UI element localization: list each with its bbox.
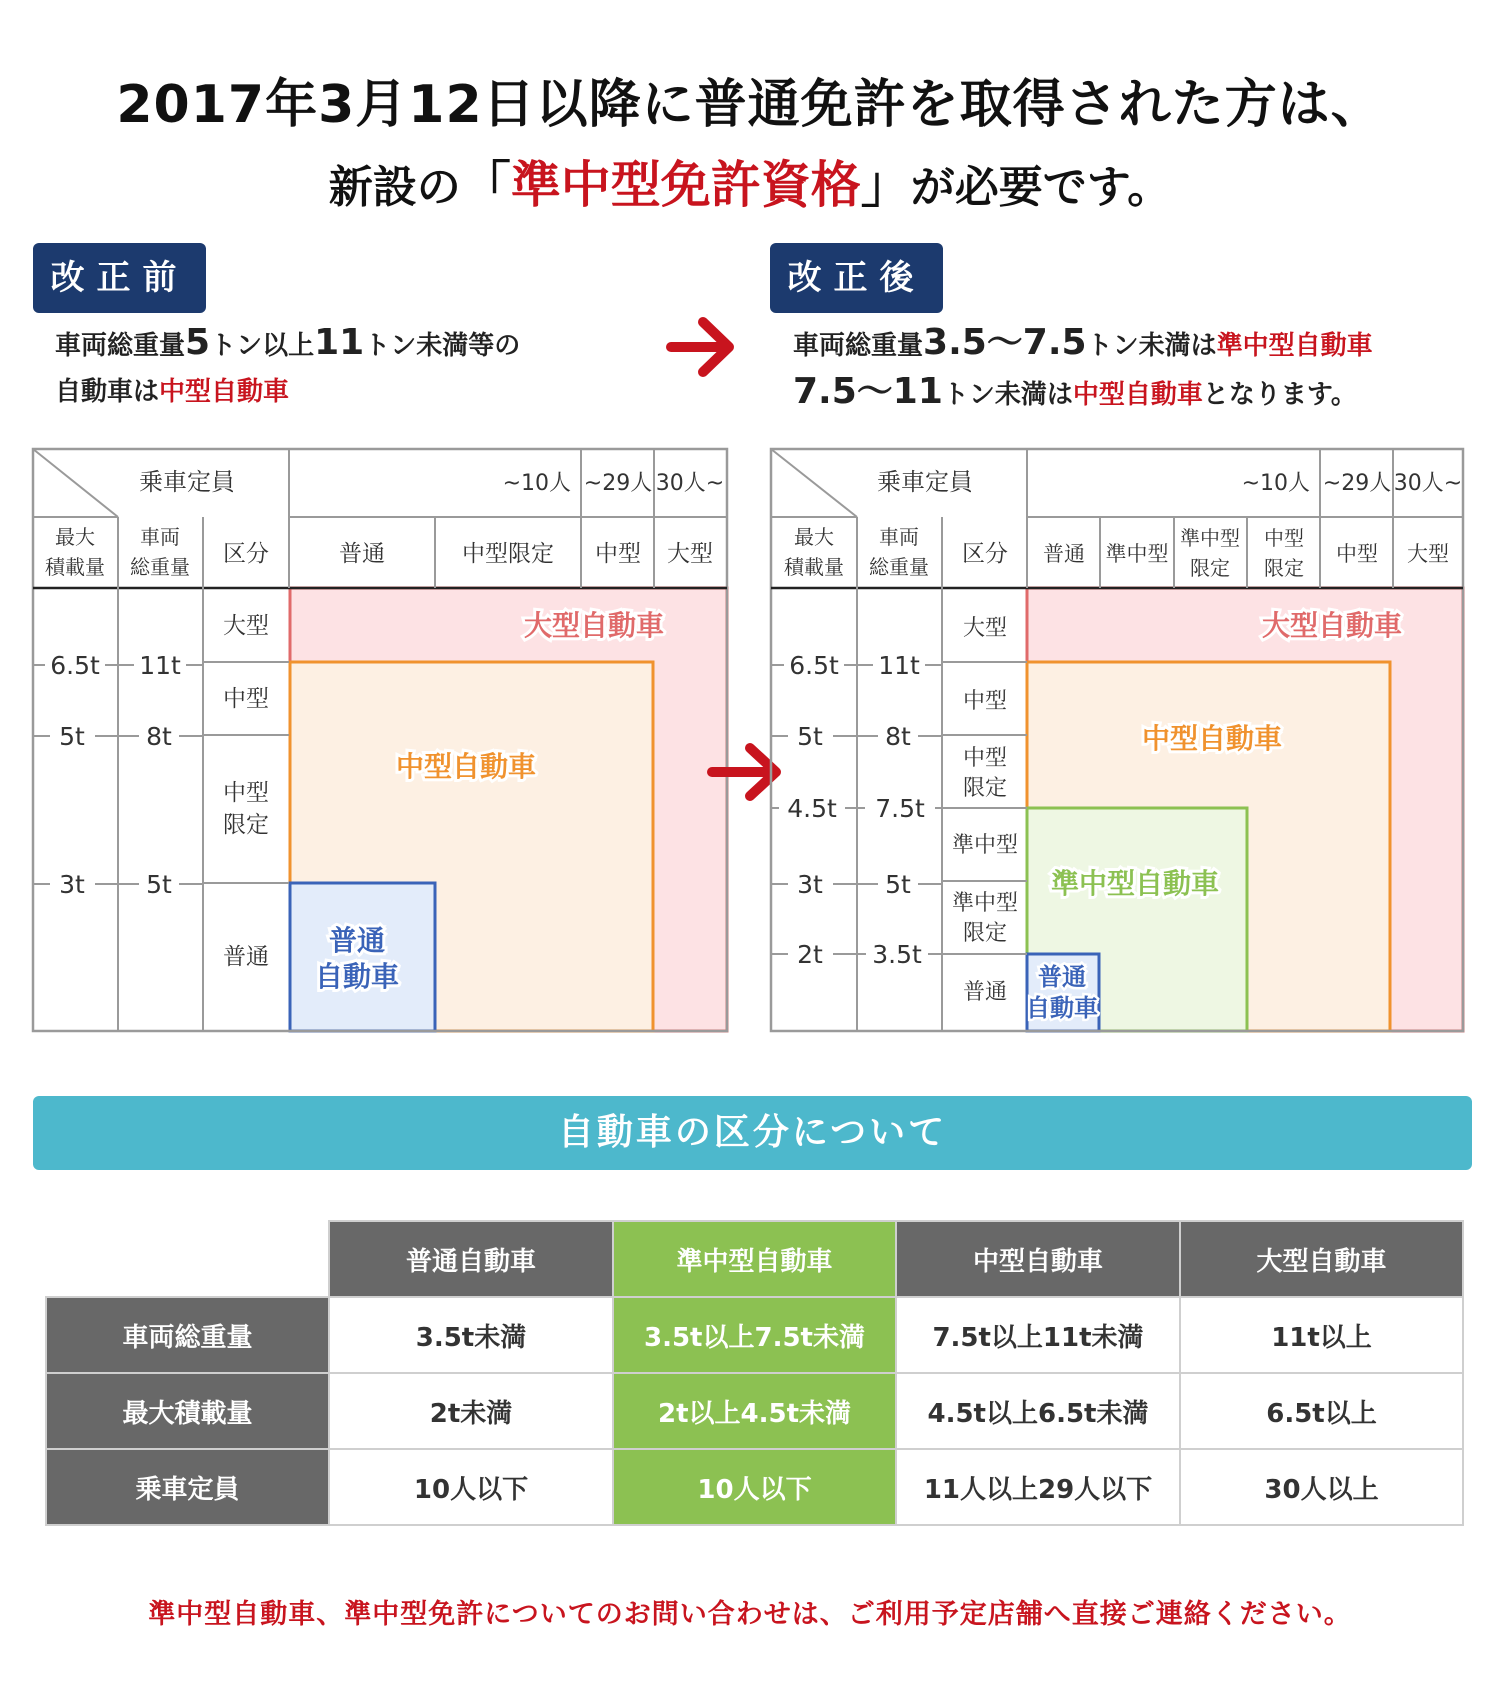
after-diagram — [771, 449, 1463, 1031]
after-col-medium-limited-2: 限定 — [1264, 556, 1304, 580]
table-cell: 3.5t以上7.5t未満 — [613, 1297, 896, 1373]
after-badge: 改正後 — [770, 243, 943, 313]
after-capacity-label: 乗車定員 — [877, 468, 973, 496]
after-tick-gross-4: 5t — [885, 870, 911, 899]
after-desc-d: となります。 — [1202, 380, 1357, 410]
before-tick-maxload-2: 5t — [59, 722, 85, 751]
after-row-medium-limited-2: 限定 — [962, 776, 1008, 801]
after-desc-red1: 準中型自動車 — [1216, 331, 1373, 361]
after-tick-gross-2: 8t — [885, 722, 911, 751]
after-row-standard: 普通 — [962, 980, 1008, 1005]
before-tick-maxload-3: 3t — [59, 870, 85, 899]
before-desc-red: 中型自動車 — [159, 377, 290, 407]
before-capacity-label: 乗車定員 — [139, 468, 235, 496]
after-diag-line — [771, 449, 857, 517]
headline-line2-pre: 新設の — [328, 162, 461, 213]
after-col-medium: 中型 — [1336, 542, 1378, 566]
after-label-medium: 中型自動車 — [1141, 722, 1283, 755]
table-header-semi-medium: 準中型自動車 — [613, 1221, 896, 1297]
before-label-medium: 中型自動車 — [395, 750, 537, 783]
after-tick-maxload-4: 3t — [797, 870, 823, 899]
before-maxload-label-2: 積載量 — [45, 555, 105, 579]
after-col-medium-limited-1: 中型 — [1264, 526, 1304, 550]
table-cell: 6.5t以上 — [1180, 1373, 1463, 1449]
after-cap-30: 30人~ — [1393, 471, 1463, 496]
after-tick-maxload-2: 5t — [797, 722, 823, 751]
after-label-standard-2: 自動車 — [1026, 994, 1098, 1022]
after-desc-n1: 3.5〜7.5 — [923, 322, 1087, 363]
table-cell: 2t以上4.5t未満 — [613, 1373, 896, 1449]
after-tick-maxload-3: 4.5t — [787, 794, 837, 823]
before-desc-b: トン以上 — [210, 331, 315, 361]
after-col-semi-limited-1: 準中型 — [1180, 526, 1240, 550]
after-desc-b: トン未満は — [1086, 331, 1217, 361]
after-maxload-label-1: 最大 — [794, 525, 834, 549]
table-row — [46, 1373, 1463, 1449]
after-maxload-label-2: 積載量 — [784, 555, 844, 579]
after-gross-label-2: 総重量 — [869, 555, 929, 579]
after-cap-10: ~10人 — [1241, 471, 1310, 496]
table-header-medium: 中型自動車 — [896, 1221, 1180, 1297]
after-desc-red2: 中型自動車 — [1072, 380, 1203, 410]
before-label-large: 大型自動車 — [523, 609, 665, 642]
after-label-semi-medium: 準中型自動車 — [1050, 867, 1220, 900]
before-gross-label-1: 車両 — [140, 525, 180, 549]
before-row-medium: 中型 — [223, 686, 269, 712]
before-diag-line — [33, 449, 118, 517]
table-header-row — [46, 1221, 1463, 1297]
before-cap-29: ~29人 — [583, 471, 653, 496]
before-tick-gross-2: 8t — [146, 722, 172, 751]
before-col-medium: 中型 — [595, 541, 641, 567]
table-cell: 10人以下 — [613, 1449, 896, 1525]
after-desc-a: 車両総重量 — [793, 331, 924, 361]
headline-highlight: 準中型免許資格 — [510, 156, 861, 214]
before-gross-label-2: 総重量 — [130, 555, 190, 579]
after-row-large: 大型 — [962, 616, 1008, 641]
row-label-capacity: 乗車定員 — [46, 1449, 329, 1525]
after-col-semi-limited-2: 限定 — [1190, 556, 1230, 580]
before-row-standard: 普通 — [223, 944, 269, 970]
before-desc-c: トン未満等の — [364, 331, 521, 361]
before-label-standard-2: 自動車 — [314, 960, 400, 993]
table-cell: 11人以上29人以下 — [896, 1449, 1180, 1525]
before-col-medium-limited: 中型限定 — [462, 541, 554, 567]
after-label-large: 大型自動車 — [1261, 609, 1403, 642]
table-cell: 30人以上 — [1180, 1449, 1463, 1525]
before-tick-gross-1: 11t — [139, 651, 181, 680]
before-cap-10: ~10人 — [502, 471, 571, 496]
table-row — [46, 1449, 1463, 1525]
before-region-standard — [290, 883, 435, 1031]
after-desc-c: トン未満は — [942, 380, 1073, 410]
before-badge: 改正前 — [33, 243, 206, 313]
after-gross-label-1: 車両 — [879, 525, 919, 549]
before-category-label: 区分 — [223, 541, 269, 567]
table-cell: 3.5t未満 — [329, 1297, 613, 1373]
table-cell: 10人以下 — [329, 1449, 613, 1525]
after-row-semi-limited-2: 限定 — [962, 921, 1008, 946]
row-label-max-load: 最大積載量 — [46, 1373, 329, 1449]
comparison-table — [45, 1220, 1464, 1526]
after-row-semi-limited-1: 準中型 — [951, 891, 1019, 916]
headline-bracket-close: 」 — [860, 156, 911, 214]
before-maxload-label-1: 最大 — [55, 525, 95, 549]
table-cell: 2t未満 — [329, 1373, 613, 1449]
headline-line1: 2017年3月12日以降に普通免許を取得された方は、 — [116, 75, 1384, 135]
after-row-medium: 中型 — [962, 689, 1008, 714]
after-tick-gross-3: 7.5t — [875, 794, 925, 823]
before-desc-a: 車両総重量 — [55, 331, 186, 361]
after-tick-maxload-1: 6.5t — [789, 651, 839, 680]
table-cell: 7.5t以上11t未満 — [896, 1297, 1180, 1373]
section-title-banner: 自動車の区分について — [33, 1096, 1472, 1170]
before-row-medium-limited-2: 限定 — [223, 812, 269, 838]
before-col-large: 大型 — [667, 541, 713, 567]
before-desc-n1: 5 — [185, 322, 211, 363]
after-category-label: 区分 — [962, 541, 1008, 567]
headline-bracket-open: 「 — [460, 156, 511, 214]
after-col-semi-medium: 準中型 — [1105, 542, 1169, 566]
after-cap-29: ~29人 — [1322, 471, 1392, 496]
before-col-standard: 普通 — [339, 541, 385, 567]
before-desc-n2: 11 — [314, 322, 365, 363]
row-label-gross-weight: 車両総重量 — [46, 1297, 329, 1373]
before-cap-30: 30人~ — [655, 471, 725, 496]
before-tick-maxload-1: 6.5t — [50, 651, 100, 680]
before-label-standard-1: 普通 — [328, 924, 386, 957]
after-col-large: 大型 — [1407, 542, 1449, 566]
after-label-standard-1: 普通 — [1038, 963, 1086, 991]
footer-note: 準中型自動車、準中型免許についてのお問い合わせは、ご利用予定店舗へ直接ご連絡ください。 — [148, 1599, 1352, 1630]
table-row — [46, 1297, 1463, 1373]
before-tick-gross-3: 5t — [146, 870, 172, 899]
after-row-semi-medium: 準中型 — [951, 833, 1019, 858]
table-header-standard: 普通自動車 — [329, 1221, 613, 1297]
after-row-medium-limited-1: 中型 — [962, 746, 1008, 771]
before-row-large: 大型 — [223, 613, 269, 639]
after-col-standard: 普通 — [1043, 542, 1085, 566]
table-cell: 11t以上 — [1180, 1297, 1463, 1373]
table-corner — [46, 1221, 329, 1297]
before-row-medium-limited-1: 中型 — [223, 780, 269, 806]
before-desc-d: 自動車は — [55, 377, 160, 407]
table-header-large: 大型自動車 — [1180, 1221, 1463, 1297]
after-tick-gross-1: 11t — [878, 651, 920, 680]
headline-line2-post: が必要です。 — [910, 162, 1172, 213]
after-tick-gross-5: 3.5t — [872, 940, 922, 969]
before-diagram — [33, 449, 727, 1031]
table-cell: 4.5t以上6.5t未満 — [896, 1373, 1180, 1449]
after-desc-n2: 7.5〜11 — [793, 371, 943, 412]
after-tick-maxload-5: 2t — [797, 940, 823, 969]
